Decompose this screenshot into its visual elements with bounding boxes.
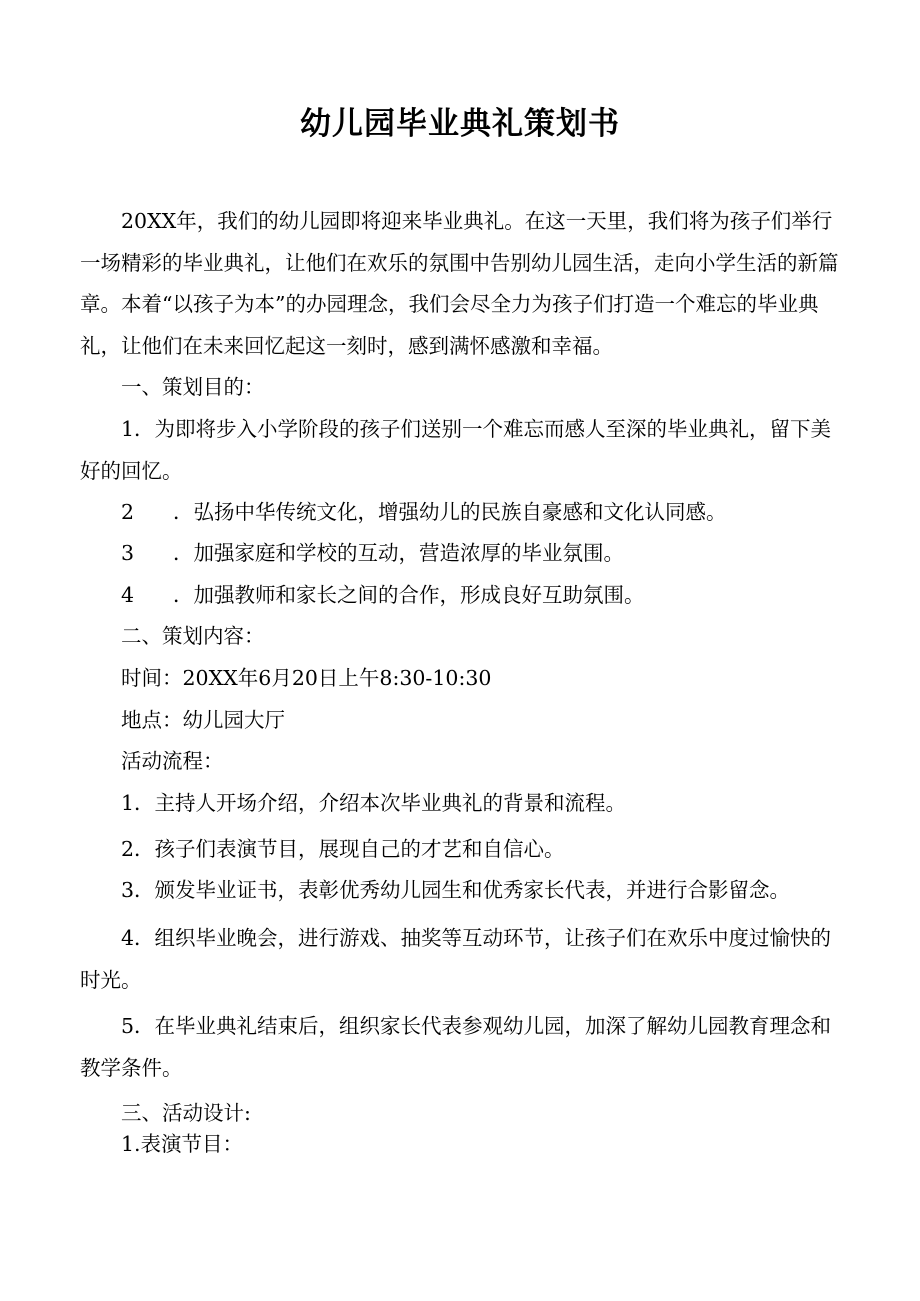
section1-item3-number: 3	[121, 541, 135, 565]
intro-paragraph: 20XX年，我们的幼儿园即将迎来毕业典礼。在这一天里，我们将为孩子们举行一场精彩的毕业典礼，让他们在欢乐的氛围中告别幼儿园生活，走向小学生活的新篇章。本着“以孩子为本”的办园理念，我们会尽全力为孩子们打造一个难忘的毕业典礼，让他们在未来回忆起这一刻时，感到满怀感激和幸福。	[80, 209, 839, 358]
section1-item2	[80, 492, 850, 534]
event-place: 地点：幼儿园大厅	[121, 708, 285, 732]
section1-item1: 1．为即将步入小学阶段的孩子们送别一个难忘而感人至深的毕业典礼，留下美好的回忆。	[80, 417, 832, 483]
section2-heading: 二、策划内容：	[121, 624, 265, 648]
flow-step-4: 4．组织毕业晚会，进行游戏、抽奖等互动环节，让孩子们在欢乐中度过愉快的时光。	[80, 926, 832, 992]
flow-heading: 活动流程：	[121, 749, 224, 773]
flow-step-2: 2．孩子们表演节目，展现自己的才艺和自信心。	[121, 837, 565, 861]
event-time: 时间：20XX年6月20日上午8:30-10:30	[121, 666, 492, 690]
page-title: 幼儿园毕业典礼策划书	[300, 106, 620, 142]
section3-item1: 1.表演节目：	[121, 1132, 244, 1156]
section1-item3	[80, 533, 850, 575]
section1-item4-text: ．加强教师和家长之间的合作，形成良好互助氛围。	[173, 583, 645, 607]
flow-step-1: 1．主持人开场介绍，介绍本次毕业典礼的背景和流程。	[121, 791, 627, 815]
section1-item2-number: 2	[121, 500, 135, 524]
section1-item4	[80, 575, 850, 617]
section1-item2-text: ．弘扬中华传统文化，增强幼儿的民族自豪感和文化认同感。	[173, 500, 727, 524]
section1-item4-number: 4	[121, 583, 135, 607]
section1-item3-text: ．加强家庭和学校的互动，营造浓厚的毕业氛围。	[173, 541, 624, 565]
flow-step-5: 5．在毕业典礼结束后，组织家长代表参观幼儿园，加深了解幼儿园教育理念和教学条件。	[80, 1014, 832, 1080]
flow-step-3: 3．颁发毕业证书，表彰优秀幼儿园生和优秀家长代表，并进行合影留念。	[121, 878, 791, 902]
section1-heading: 一、策划目的：	[121, 375, 265, 399]
section3-heading: 三、活动设计:	[121, 1101, 251, 1125]
